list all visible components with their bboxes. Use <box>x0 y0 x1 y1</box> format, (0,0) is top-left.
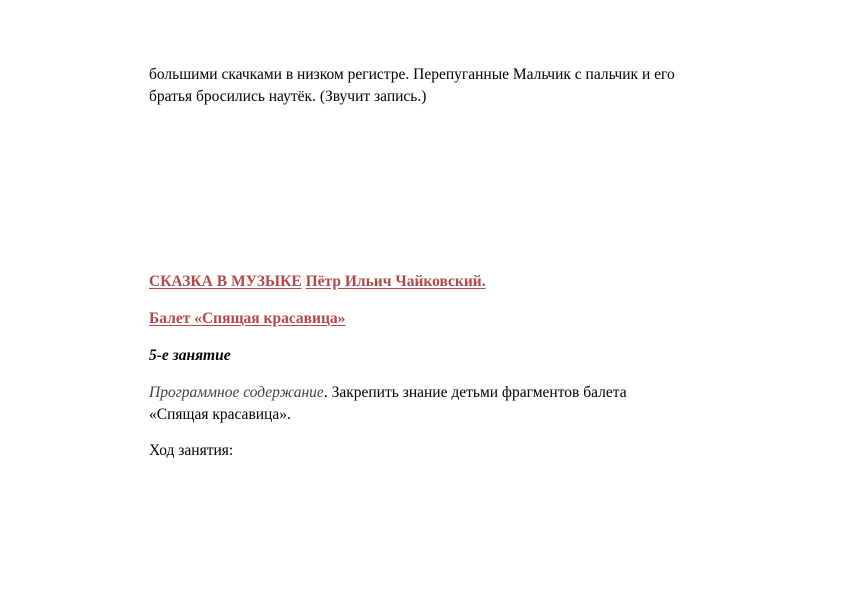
course-text: Ход занятия: <box>149 442 234 459</box>
intro-line-1: большими скачками в низком регистре. Перепуганные Мальчик с пальчик и его <box>149 66 675 83</box>
section-subtitle <box>149 308 789 330</box>
subtitle-link-ballet[interactable]: Балет «Спящая красавица» <box>149 310 346 327</box>
intro-paragraph <box>149 64 789 108</box>
lesson-number: 5-е занятие <box>149 347 231 364</box>
intro-line-2: братья бросились наутёк. (Звучит запись.) <box>149 88 427 105</box>
lesson-heading <box>149 345 789 367</box>
section-title <box>149 271 789 293</box>
program-text-line-1: . Закрепить знание детьми фрагментов балета <box>323 384 627 401</box>
title-link-fairy-tale[interactable]: СКАЗКА В МУЗЫКЕ <box>149 273 302 290</box>
title-link-composer[interactable]: Пётр Ильич Чайковский. <box>305 273 486 290</box>
program-text-line-2: «Спящая красавица». <box>149 406 291 423</box>
program-paragraph <box>149 382 789 426</box>
course-heading <box>149 440 789 462</box>
program-label: Программное содержание <box>149 384 324 401</box>
